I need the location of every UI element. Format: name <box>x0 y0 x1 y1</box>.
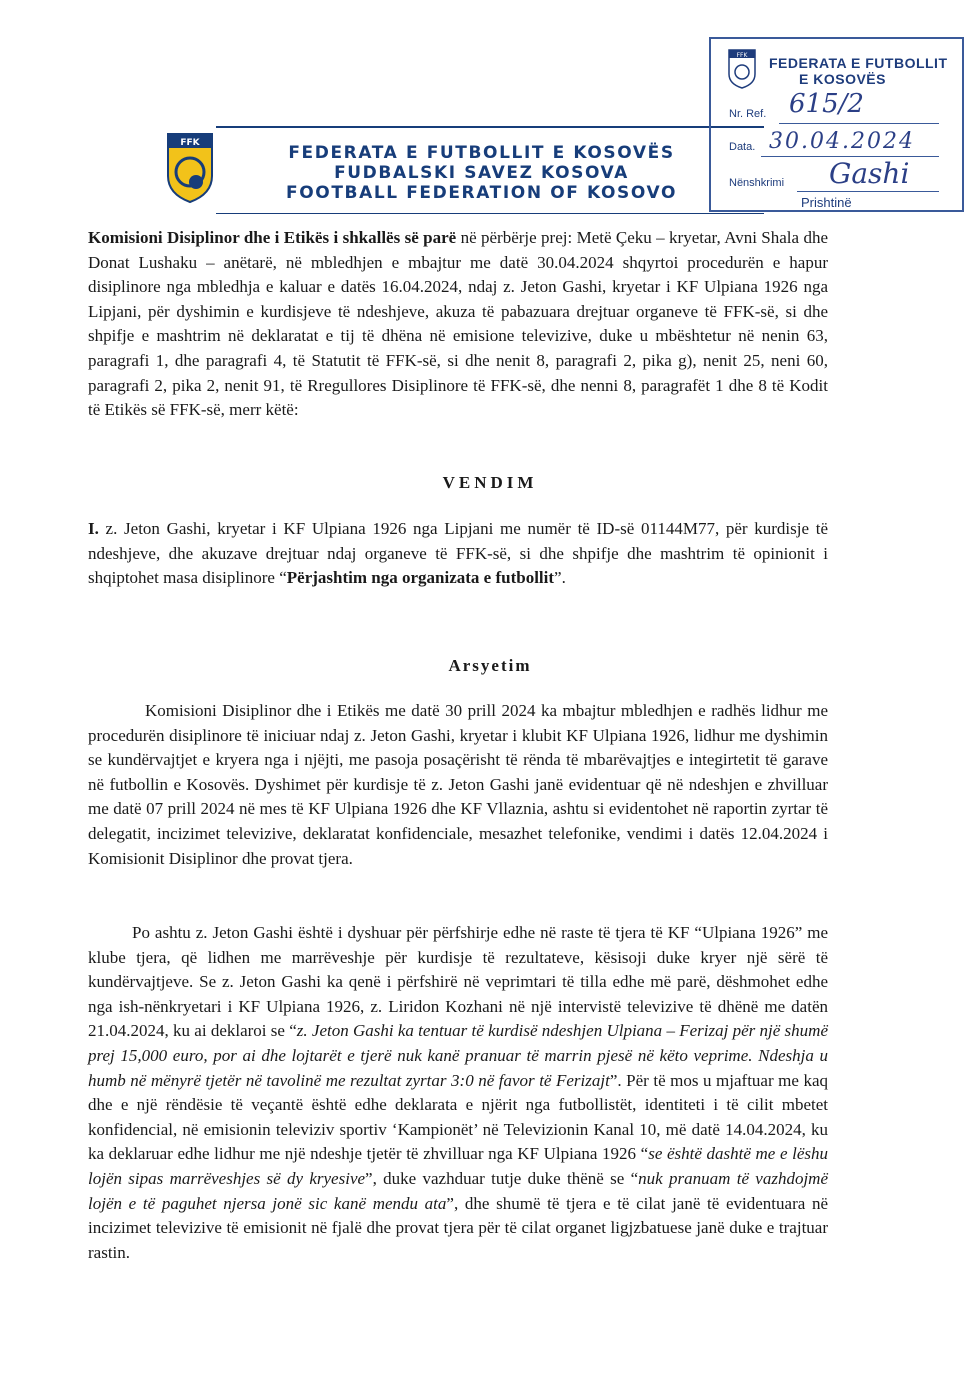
intro-text: në përbërje prej: Metë Çeku – kryetar, Avni Shala dhe Donat Lushaku – anëtarë, në mbledhjen e mbajtur me datë 30.04.2024 shqyrtoi procedurën e hapur disiplinore nga mbledhja e kaluar e datës 16.04.2024, ndaj z. Jeton Gashi, kryetar i KF Ulpiana 1926 nga Lipjani, për dyshimin e kurdisjeve të ndeshjeve, akuza të pabazuara drejtuar organeve të FFK-së, si dhe shpifje e mashtrim në deklaratat e tij të dhëna në emisione televizive, duke u mbështetur në nenin 63, paragrafi 1, dhe paragrafi 4, të Statutit të FFK-së, si dhe nenit 8, paragrafi 2, pika g), nenit 25, neni 60, paragrafi 2, pika 2, nenit 91, të Rregullores Disiplinore të FFK-së, dhe nenni 8, paragrafët 1 dhe 8 të Kodit të Etikës së FFK-së, merr këtë: <box>88 228 829 420</box>
arsyetim-title: Arsyetim <box>448 656 532 675</box>
arsyetim-paragraph-1 <box>88 699 828 871</box>
arsyetim-p1: Komisioni Disiplinor dhe i Etikës me datë 30 prill 2024 ka mbajtur mbledhjen e radhës lidhur me procedurën disiplinore të iniciuar ndaj z. Jeton Gashi, kryetar i klubit KF Ulpiana 1926, lidhur me dyshimin se kundërvajtjet e kryera nga i njëjti, me pasoja posaçërisht të rënda të mbarëvajtjes e integirtetit të garave në futbollin e Kosovës. Dyshimet për kurdisje të z. Jeton Gashi janë evidentuar që në ndeshjen e zhvilluar me datë 07 prill 2024 në mes të KF Ulpiana 1926 dhe KF Vllaznia, ashtu si evidentohet në raportin zyrtar të delegatit, incizimet televizive, deklaratat konfidenciale, mesazhet telefonike, vendimi i datës 12.04.2024 i Komisionit Disiplinor dhe provat tjera. <box>88 701 828 868</box>
p2-part-e: ”, duke vazhduar tutje duke thënë se “ <box>365 1168 639 1188</box>
vendim-text: z. Jeton Gashi, kryetar i KF Ulpiana 1926 nga Lipjani me numër të ID-së 01144M77, për kurdisje të ndeshjeve, dhe akuzave drejtuar ndaj organeve të FFK-së, si dhe shpifje dhe mashtrim të opinionit i shqiptohet masa disiplinore “ <box>88 519 828 588</box>
p2-quote-1: z. Jeton Gashi ka tentuar të kurdisë ndeshjen Ulpiana – Ferizaj për një shumë prej 15,000 euro, por ai dhe lojtarët e tjerë nuk kanë pranuar të marrin pjesë në këto veprime. Ndeshja u humb në mënyrë tjetër në tavolinë me rezultat zyrtar 3:0 në favor të Ferizajt <box>88 1021 828 1090</box>
stamp-logo-text: FFK <box>736 52 748 59</box>
arsyetim-paragraph-2 <box>88 921 828 1265</box>
intro-bold: Komisioni Disiplinor dhe i Etikës i shkallës së parë <box>88 228 457 247</box>
stamp-org-line-2: E KOSOVËS <box>799 71 886 87</box>
vendim-measure: Përjashtim nga organizata e futbollit <box>286 568 555 588</box>
logo-text: FFK <box>180 138 200 148</box>
stamp-org-line-1: FEDERATA E FUTBOLLIT <box>769 55 948 71</box>
stamp-ref-value: 615/2 <box>789 89 864 119</box>
header-rule-top <box>216 126 764 128</box>
p2-part-a: Po ashtu z. Jeton Gashi është i dyshuar për përfshirje edhe në raste të tjera të KF “Ulpiana 1926” me klube tjera, që lidhen me marrëveshje për kurdisje të rezultateve, kësisoji duke kryer një sërë të kundërvajtjeve. Se z. Jeton Gashi ka qenë i përfshirë në veprimtari të tilla edhe më parë, dëshmohet edhe nga ish-nënkryetari i KF Ulpiana 1926, z. Liridon Kozhani në një intervistë televizive të dhënë me datën 21.04.2024, ku ai deklaroi se “ <box>88 923 828 1041</box>
header-rule-bottom <box>216 213 764 214</box>
stamp-date-value: 30.04.2024 <box>769 129 915 154</box>
vendim-number: I. <box>88 519 99 538</box>
letterhead-line-1: FEDERATA E FUTBOLLIT E KOSOVËS <box>288 143 675 163</box>
stamp-sign-label: Nënshkrimi <box>729 177 785 189</box>
letterhead <box>286 143 677 203</box>
stamp-ref-label: Nr. Ref. <box>729 108 767 120</box>
ffk-logo <box>166 132 214 204</box>
p2-part-c: ”. Për të mos u mjaftuar me kaq dhe e një rëndësie të veçantë është edhe deklarata e njërit nga futbollistët, identiteti i të cilit mbetet konfidencial, në emisionin televiziv sportiv ‘Kampionët’ në Televizionin Kanal 10, më datë 14.04.2024, ku ka deklaruar edhe lidhur me një ndeshje tjetër të zhvilluar nga KF Ulpiana 1926 “ <box>88 1070 828 1164</box>
intro-paragraph <box>88 226 828 423</box>
stamp-date-label: Data. <box>729 141 756 153</box>
vendim-title: VENDIM <box>442 473 538 492</box>
registry-stamp <box>709 37 964 212</box>
stamp-sign-line <box>797 191 939 192</box>
p2-part-g: ”, dhe shumë të tjera e të cilat janë të evidentuara në incizimet televizive të emisionit në fjalë dhe provat tjera për të cilat organet ligjzbatuese janë duke e trajtuar rastin. <box>88 1193 828 1262</box>
vendim-paragraph <box>88 517 828 591</box>
stamp-signature: Gashi <box>829 157 910 190</box>
p2-quote-2: se është dashtë me e lëshu lojën sipas marrëveshjes së dy kryesive <box>88 1144 829 1188</box>
p2-quote-3: nuk pranuam të vazhdojmë lojën e të paguhet njersa jonë sic kanë mendu ata <box>88 1168 829 1213</box>
stamp-organization <box>769 55 948 87</box>
vendim-end: ”. <box>554 568 566 588</box>
letterhead-line-3: FOOTBALL FEDERATION OF KOSOVO <box>286 183 677 203</box>
stamp-place: Prishtinë <box>801 195 852 210</box>
stamp-ref-line <box>779 123 939 124</box>
letterhead-line-2: FUDBALSKI SAVEZ KOSOVA <box>334 163 629 183</box>
stamp-logo <box>728 49 756 89</box>
